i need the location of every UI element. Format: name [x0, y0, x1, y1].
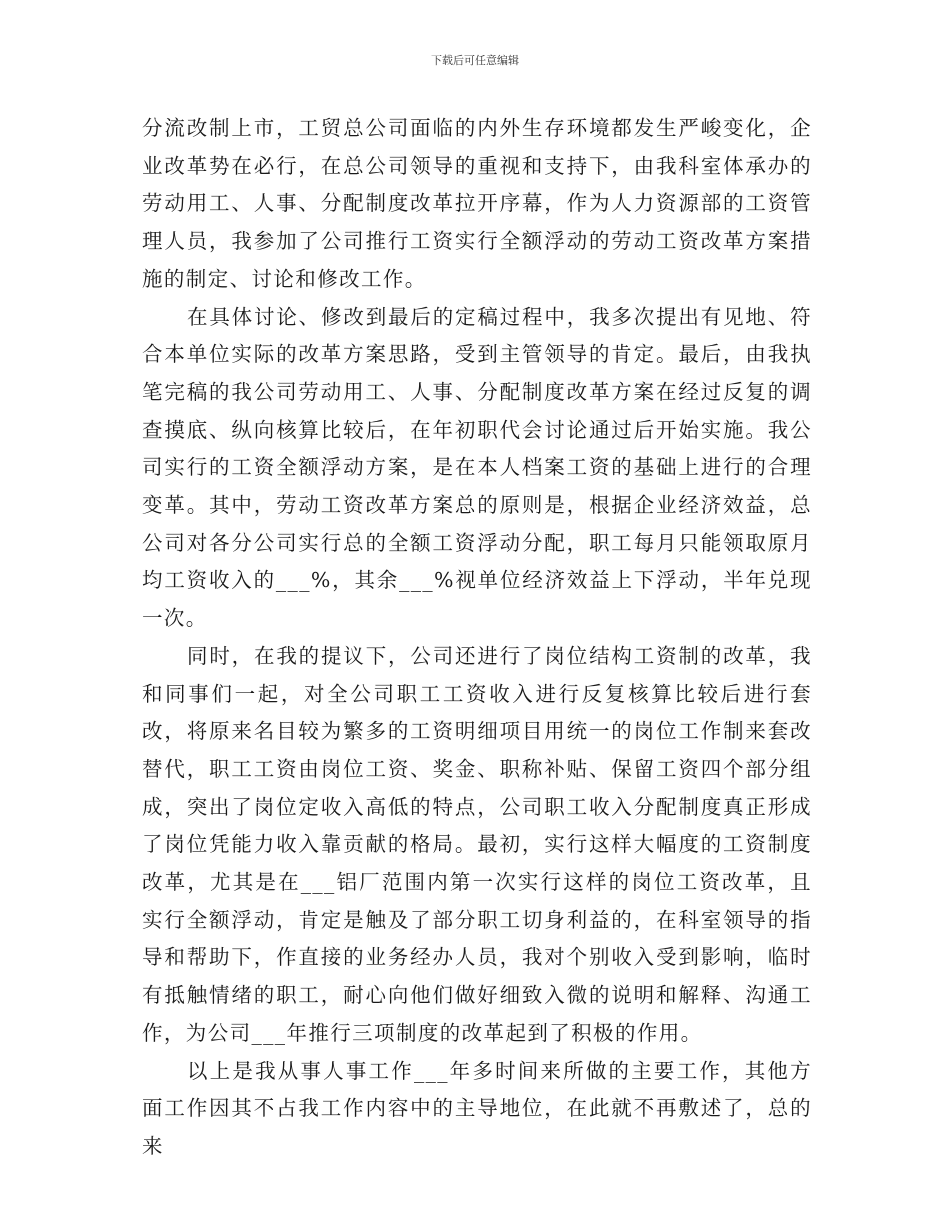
- paragraph-3: 同时，在我的提议下，公司还进行了岗位结构工资制的改革，我和同事们一起，对全公司职工工资收入进行反复核算比较后进行套改，将原来名目较为繁多的工资明细项目用统一的岗位工作制来套改替代，职工工资由岗位工资、奖金、职称补贴、保留工资四个部分组成，突出了岗位定收入高低的特点，公司职工收入分配制度真正形成了岗位凭能力收入靠贡献的格局。最初，实行这样大幅度的工资制度改革，尤其是在___铝厂范围内第一次实行这样的岗位工资改革，且实行全额浮动，肯定是触及了部分职工切身利益的，在科室领导的指导和帮助下，作直接的业务经办人员，我对个别收入受到影响，临时有抵触情绪的职工，耐心向他们做好细致入微的说明和解释、沟通工作，为公司___年推行三项制度的改革起到了积极的作用。: [142, 643, 812, 1045]
- paragraph-1: 分流改制上市，工贸总公司面临的内外生存环境都发生严峻变化，企业改革势在必行，在总公司领导的重视和支持下，由我科室体承办的劳动用工、人事、分配制度改革拉开序幕，作为人力资源部的工资管理人员，我参加了公司推行工资实行全额浮动的劳动工资改革方案措施的制定、讨论和修改工作。: [142, 116, 812, 291]
- page-header: 下载后可任意编辑: [431, 54, 519, 67]
- paragraph-4: 以上是我从事人事工作___年多时间来所做的主要工作，其他方面工作因其不占我工作内容中的主导地位，在此就不再敷述了，总的来: [142, 1058, 812, 1158]
- paragraph-2: 在具体讨论、修改到最后的定稿过程中，我多次提出有见地、符合本单位实际的改革方案思路，受到主管领导的肯定。最后，由我执笔完稿的我公司劳动用工、人事、分配制度改革方案在经过反复的调查摸底、纵向核算比较后，在年初职代会讨论通过后开始实施。我公司实行的工资全额浮动方案，是在本人档案工资的基础上进行的合理变革。其中，劳动工资改革方案总的原则是，根据企业经济效益，总公司对各分公司实行总的全额工资浮动分配，职工每月只能领取原月均工资收入的___%，其余___%视单位经济效益上下浮动，半年兑现一次。: [142, 304, 812, 631]
- document-body: [142, 110, 812, 1166]
